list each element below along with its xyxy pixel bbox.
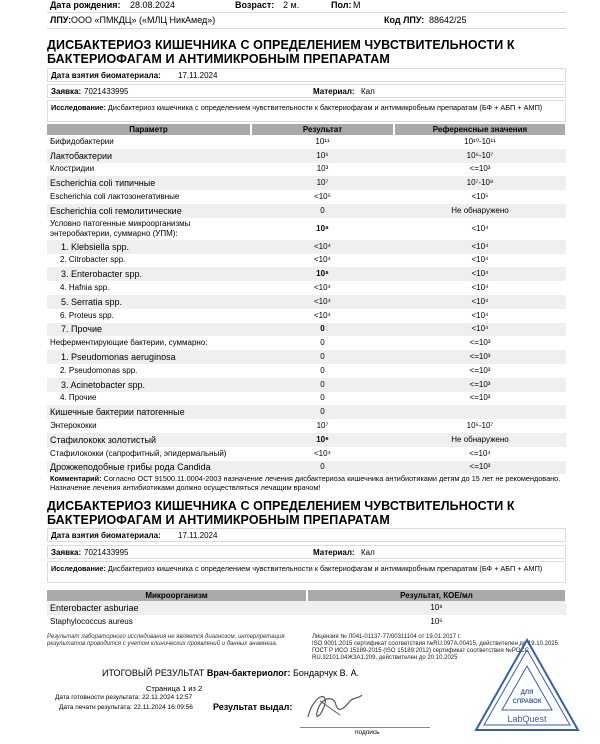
parameter-cell: Escherichia coli лактозонегативные [50,192,180,202]
parameter-cell: Кишечные бактерии патогенные [47,405,251,419]
table-row [47,267,566,281]
comment-row: Комментарий: Согласно ОСТ 91500.11.0004-2003 назначение лечения дисбактериоза кишечника антибиотиками детям до 15 лет не рекомендовано. Назначение лечения антибиотиками должно осуществляться лечащим врачом! [50,474,561,492]
parameter-cell: 3. Enterobacter spp. [47,267,251,281]
result-cell: 10¹¹ [315,136,330,146]
print-date: Дата печати результата: 22.11.2024 16:09:56 [59,704,193,711]
result-cell: <10⁴ [313,448,331,458]
table-row [47,149,566,163]
table-row [47,176,566,190]
table-row [47,433,566,447]
table-row [47,218,566,240]
parameter-cell: Стафилококки (сапрофитный, эпидермальный) [50,448,227,458]
table-row [47,350,566,364]
page-number: Страница 1 из 2 [146,684,203,693]
result-cell: 0 [320,393,325,403]
result-cell: 0 [320,338,325,348]
results-table [47,124,567,474]
result-cell: <10⁴ [313,283,331,293]
patient-header [47,0,566,28]
table-row [47,309,566,323]
result-cell: 10⁷ [316,421,329,431]
parameter-cell: Неферментирующие бактерии, суммарно: [50,338,208,348]
reference-cell: <10⁴ [471,255,489,265]
disclaimer: Результат лабораторного исследования не является диагнозом, интерпретация результатов проводится с учетом клинических проявлений и данных анамнеза. [47,634,285,647]
parameter-cell: Бифидобактерии [50,136,114,146]
result-cell: 0 [320,365,325,375]
reference-cell: <10⁴ [394,267,566,281]
reference-cell: 10⁵-10⁷ [466,421,494,431]
reference-cell: <10⁴ [394,295,566,309]
parameter-cell: Условно патогенные микроорганизмы энтеробактерии, суммарно (УПМ): [50,218,191,238]
reference-cell: <10⁴ [471,310,489,320]
table-row [47,364,566,378]
parameter-cell: 5. Serratia spp. [47,295,251,309]
parameter-cell: 2. Pseudomonas spp. [60,365,138,375]
signature-caption: подпись [355,729,380,736]
parameter-cell: 4. Hafnia spp. [60,283,110,293]
reference-cell [394,405,566,419]
table-row [47,405,566,419]
reference-cell: <=10³ [394,378,566,392]
result-cell: <10⁴ [313,310,331,320]
parameter-cell: 7. Прочие [47,323,251,337]
reference-cell: 10⁷-10⁸ [394,176,566,190]
table-row [47,204,566,218]
parameter-cell: Escherichia coli гемолитические [47,204,251,218]
dob-label: Дата рождения: [50,0,121,10]
table-row [47,295,566,309]
svg-text:ДЛЯ: ДЛЯ [520,690,534,696]
parameter-cell: Энтерококки [50,421,97,431]
signature-line [300,727,430,728]
study-text: Дисбактериоз кишечника с определением чувствительности к бактериофагам и антимикробным препаратам (БФ + АБП + АМП) [107,103,543,112]
reference-cell: Не обнаружено [394,433,566,447]
microorganism-table [47,590,567,629]
table-row [47,392,566,406]
svg-text:СПРАВОК: СПРАВОК [512,699,542,705]
table-row [47,336,566,350]
parameter-cell: 3. Acinetobacter spp. [47,378,251,392]
sample-date-row: Дата взятия биоматериала: 17.11.2024 [47,68,566,82]
table-row [47,135,566,149]
table-row [47,419,566,433]
parameter-cell: Стафилококк золотистый [47,433,251,447]
lpu-code-label: Код ЛПУ: [384,15,425,25]
doctor-label: Врач-бактериолог: [206,668,291,678]
issued-label: Результат выдал: [213,702,293,712]
result-cell: 0 [251,461,394,475]
lpu-label: ЛПУ: [50,15,72,25]
table-row [47,163,566,177]
result-cell: 0 [251,323,394,337]
age-value: 2 м. [283,0,300,10]
table-row [47,190,566,204]
parameter-cell: 1. Klebsiella spp. [47,240,251,254]
col-parameter: Параметр [47,124,251,135]
sex-value: М [353,0,361,10]
result-cell: <10⁵ [314,192,331,202]
result-cell: 0 [251,204,394,218]
table-row [47,254,566,268]
sex-label: Пол: [331,0,352,10]
reference-cell: <=10³ [394,461,566,475]
parameter-cell: 6. Proteus spp. [60,310,114,320]
table-row [47,378,566,392]
reference-cell: <10⁴ [394,323,566,337]
col-result: Результат [251,124,394,135]
parameter-cell: Escherichia coli типичные [47,176,251,190]
dob-value: 28.08.2024 [130,0,176,10]
table-row [47,447,566,461]
reference-cell: <=10⁴ [469,448,491,458]
col-reference: Референсные значения [394,124,566,135]
result-cell: 0 [251,378,394,392]
reference-cell: <=10³ [394,350,566,364]
reference-cell: 10⁶-10⁷ [394,149,566,163]
result-cell: 10⁸ [251,267,394,281]
reference-cell: <=10³ [469,393,491,403]
reference-cell: 10¹⁰-10¹¹ [464,136,496,146]
table-row: Enterobacter asburiae 10⁸ [47,601,566,615]
reference-cell: <=10³ [469,365,491,375]
signature [300,687,370,727]
reference-cell: <10⁴ [471,223,489,233]
result-cell: <10⁴ [313,255,331,265]
parameter-cell: 2. Citrobacter spp. [60,255,126,265]
order-row: Заявка: 7021433995 Материал: Кал [47,84,566,98]
final-result-line [102,668,359,678]
result-cell: 10⁶ [251,149,394,163]
parameter-cell: 4. Прочие [60,393,97,403]
study-row-2: Исследование: Дисбактериоз кишечника с определением чувствительности к бактериофагам и антимикробным препаратам (БФ + АБП + АМП) [47,561,566,583]
parameter-cell: Лактобактерии [47,149,251,163]
order-row-2: Заявка: 7021433995 Материал: Кал [47,545,566,559]
parameter-cell: Клостридии [50,164,95,174]
study-row: Исследование: Дисбактериоз кишечника с определением чувствительности к бактериофагам и антимикробным препаратам (БФ + АБП + АМП) [47,100,566,122]
col-cfu: Результат, КОЕ/мл [307,590,566,601]
labquest-stamp [472,636,582,736]
final-label: ИТОГОВЫЙ РЕЗУЛЬТАТ [102,668,205,678]
lpu-value: ООО «ПМКДЦ» («МЛЦ НикАмед») [71,15,216,25]
result-cell: 10⁶ [251,433,394,447]
table-row [47,461,566,475]
ready-date: Дата готовности результата: 22.11.2024 12:57 [55,694,193,701]
doctor-name: Бондарчук В. А. [293,668,360,678]
result-cell: 10⁷ [251,176,394,190]
result-cell: 10⁸ [316,223,329,233]
section1-title: ДИСБАКТЕРИОЗ КИШЕЧНИКА С ОПРЕДЕЛЕНИЕМ ЧУВСТВИТЕЛЬНОСТИ К БАКТЕРИОФАГАМ И АНТИМИКРОБНЫМ ПРЕПАРАТАМ [47,38,515,66]
reference-cell: <10⁴ [471,283,489,293]
table-row [47,240,566,254]
result-cell: 0 [251,350,394,364]
reference-cell: <10⁴ [394,240,566,254]
reference-cell: <=10³ [469,338,491,348]
col-microorganism: Микроорганизм [47,590,307,601]
section2-title: ДИСБАКТЕРИОЗ КИШЕЧНИКА С ОПРЕДЕЛЕНИЕМ ЧУВСТВИТЕЛЬНОСТИ К БАКТЕРИОФАГАМ И АНТИМИКРОБНЫМ ПРЕПАРАТАМ [47,499,515,527]
result-cell: 10³ [316,164,329,174]
svg-text:LabQuest: LabQuest [507,714,547,724]
table-row [47,281,566,295]
reference-cell: Не обнаружено [394,204,566,218]
age-label: Возраст: [235,0,275,10]
parameter-cell: Дрожжеподобные грибы рода Candida [47,461,251,475]
result-cell: <10⁴ [251,240,394,254]
reference-cell: <=10³ [469,164,491,174]
sample-date-row-2: Дата взятия биоматериала: 17.11.2024 [47,528,566,542]
result-cell: <10⁴ [251,295,394,309]
comment-text: Согласно ОСТ 91500.11.0004-2003 назначение лечения дисбактериоза кишечника антибиотиками детям до 15 лет не рекомендовано. Назначение лечения антибиотиками должно осуществляться лечащим врачом! [50,474,561,492]
reference-cell: <10⁵ [471,192,489,202]
table-row [47,323,566,337]
lpu-code-value: 88642/25 [429,15,467,25]
table-row: Staphylococcus aureus 10⁶ [50,616,443,626]
result-cell: 0 [251,405,394,419]
parameter-cell: 1. Pseudomonas aeruginosa [47,350,251,364]
license-block: Лицензия № Л041-01137-77/00311104 от 19.01.2017 г. ISO 9001:2015 сертификат соответствия №RU.097A.00415, действителен до 19.10.2025 ГОСТ Р ИСО 15189-2015 (ISO 15189:2012) сертификат соответствия №РОСС RU.32101.04ЖЗА1.209, действителен до 20.10.2025 [312,634,558,661]
